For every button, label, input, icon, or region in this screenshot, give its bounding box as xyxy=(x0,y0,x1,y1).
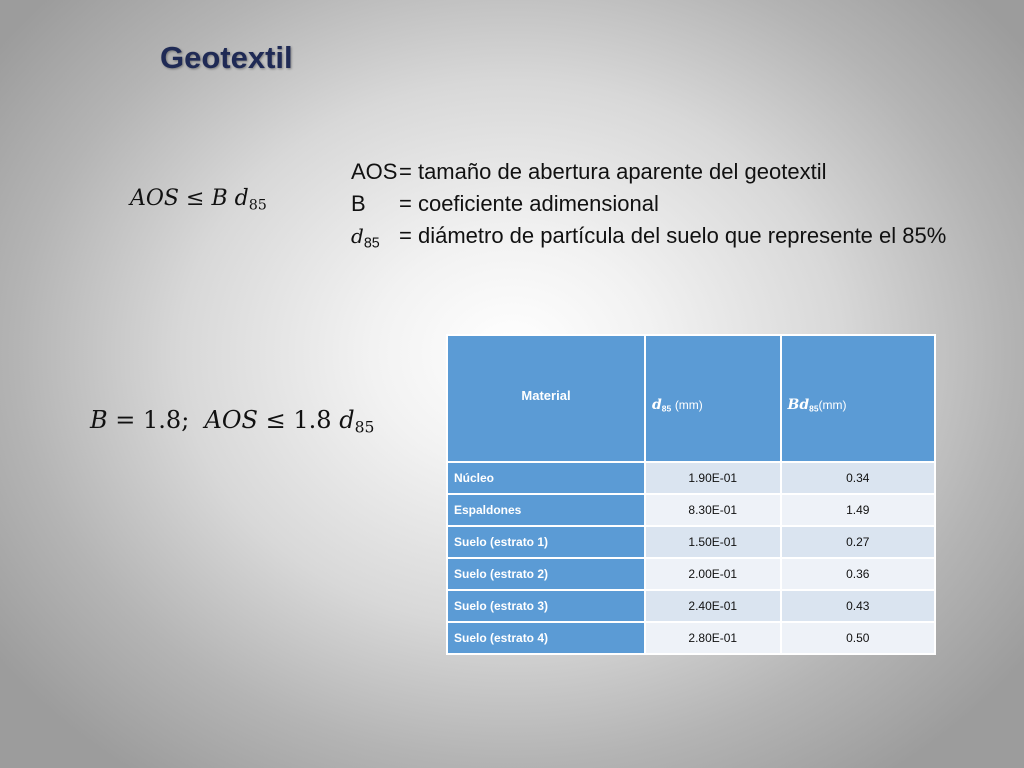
unit-label: (mm) xyxy=(818,397,847,412)
d-subscript: 85 xyxy=(809,403,819,414)
bd85-cell: 0.34 xyxy=(781,462,935,494)
material-cell: Núcleo xyxy=(447,462,645,494)
d85-cell: 8.30E-01 xyxy=(645,494,781,526)
material-cell: Suelo (estrato 1) xyxy=(447,526,645,558)
definitions-list xyxy=(351,156,946,252)
aos-symbol: AOS xyxy=(130,186,179,211)
d-subscript: 85 xyxy=(248,197,267,214)
aos-inequality xyxy=(130,186,267,214)
d-symbol: d xyxy=(339,406,355,434)
definition-d85 xyxy=(351,220,946,252)
b-symbol: B xyxy=(90,406,108,434)
b-equals-value: = 1.8; xyxy=(115,406,190,434)
header-material: Material xyxy=(447,335,645,462)
material-cell: Suelo (estrato 4) xyxy=(447,622,645,654)
bd85-cell: 0.50 xyxy=(781,622,935,654)
definition-text: = diámetro de partícula del suelo que represente el 85% xyxy=(399,223,947,248)
table-row xyxy=(447,622,935,654)
b-value-equation xyxy=(90,406,375,437)
d-subscript: 85 xyxy=(661,403,672,414)
d85-cell: 1.50E-01 xyxy=(645,526,781,558)
definition-symbol xyxy=(351,223,399,252)
d85-cell: 2.00E-01 xyxy=(645,558,781,590)
bd85-cell: 0.43 xyxy=(781,590,935,622)
definition-text: = coeficiente adimensional xyxy=(399,191,659,216)
d85-cell: 2.40E-01 xyxy=(645,590,781,622)
table-row xyxy=(447,462,935,494)
d85-cell: 1.90E-01 xyxy=(645,462,781,494)
unit-label: (mm) xyxy=(674,397,703,412)
definition-symbol: AOS xyxy=(351,159,398,184)
definition-aos xyxy=(351,156,946,188)
table-row xyxy=(447,526,935,558)
d-symbol: d xyxy=(652,396,662,413)
d85-cell: 2.80E-01 xyxy=(645,622,781,654)
d-symbol: d xyxy=(234,186,249,211)
d-subscript: 85 xyxy=(354,418,375,437)
slide-title: Geotextil xyxy=(160,40,293,75)
header-d85 xyxy=(645,335,781,462)
table-header-row xyxy=(447,335,935,462)
bd85-cell: 0.27 xyxy=(781,526,935,558)
table-row xyxy=(447,558,935,590)
table-row xyxy=(447,494,935,526)
d-subscript: 85 xyxy=(363,235,380,252)
header-bd85 xyxy=(781,335,935,462)
materials-table xyxy=(446,334,936,655)
leq-symbol: ≤ xyxy=(186,186,205,211)
material-cell: Suelo (estrato 2) xyxy=(447,558,645,590)
table-row xyxy=(447,590,935,622)
bd85-cell: 1.49 xyxy=(781,494,935,526)
bd85-cell: 0.36 xyxy=(781,558,935,590)
definition-text: = tamaño de abertura aparente del geotextil xyxy=(399,159,827,184)
definition-symbol: B xyxy=(351,191,366,216)
material-cell: Suelo (estrato 3) xyxy=(447,590,645,622)
material-cell: Espaldones xyxy=(447,494,645,526)
bd-symbol: Bd xyxy=(787,396,810,413)
b-symbol: B xyxy=(211,186,228,211)
d-symbol: d xyxy=(351,224,364,248)
aos-symbol: AOS xyxy=(204,406,258,434)
definition-b xyxy=(351,188,946,220)
leq-value: ≤ 1.8 xyxy=(265,406,332,434)
